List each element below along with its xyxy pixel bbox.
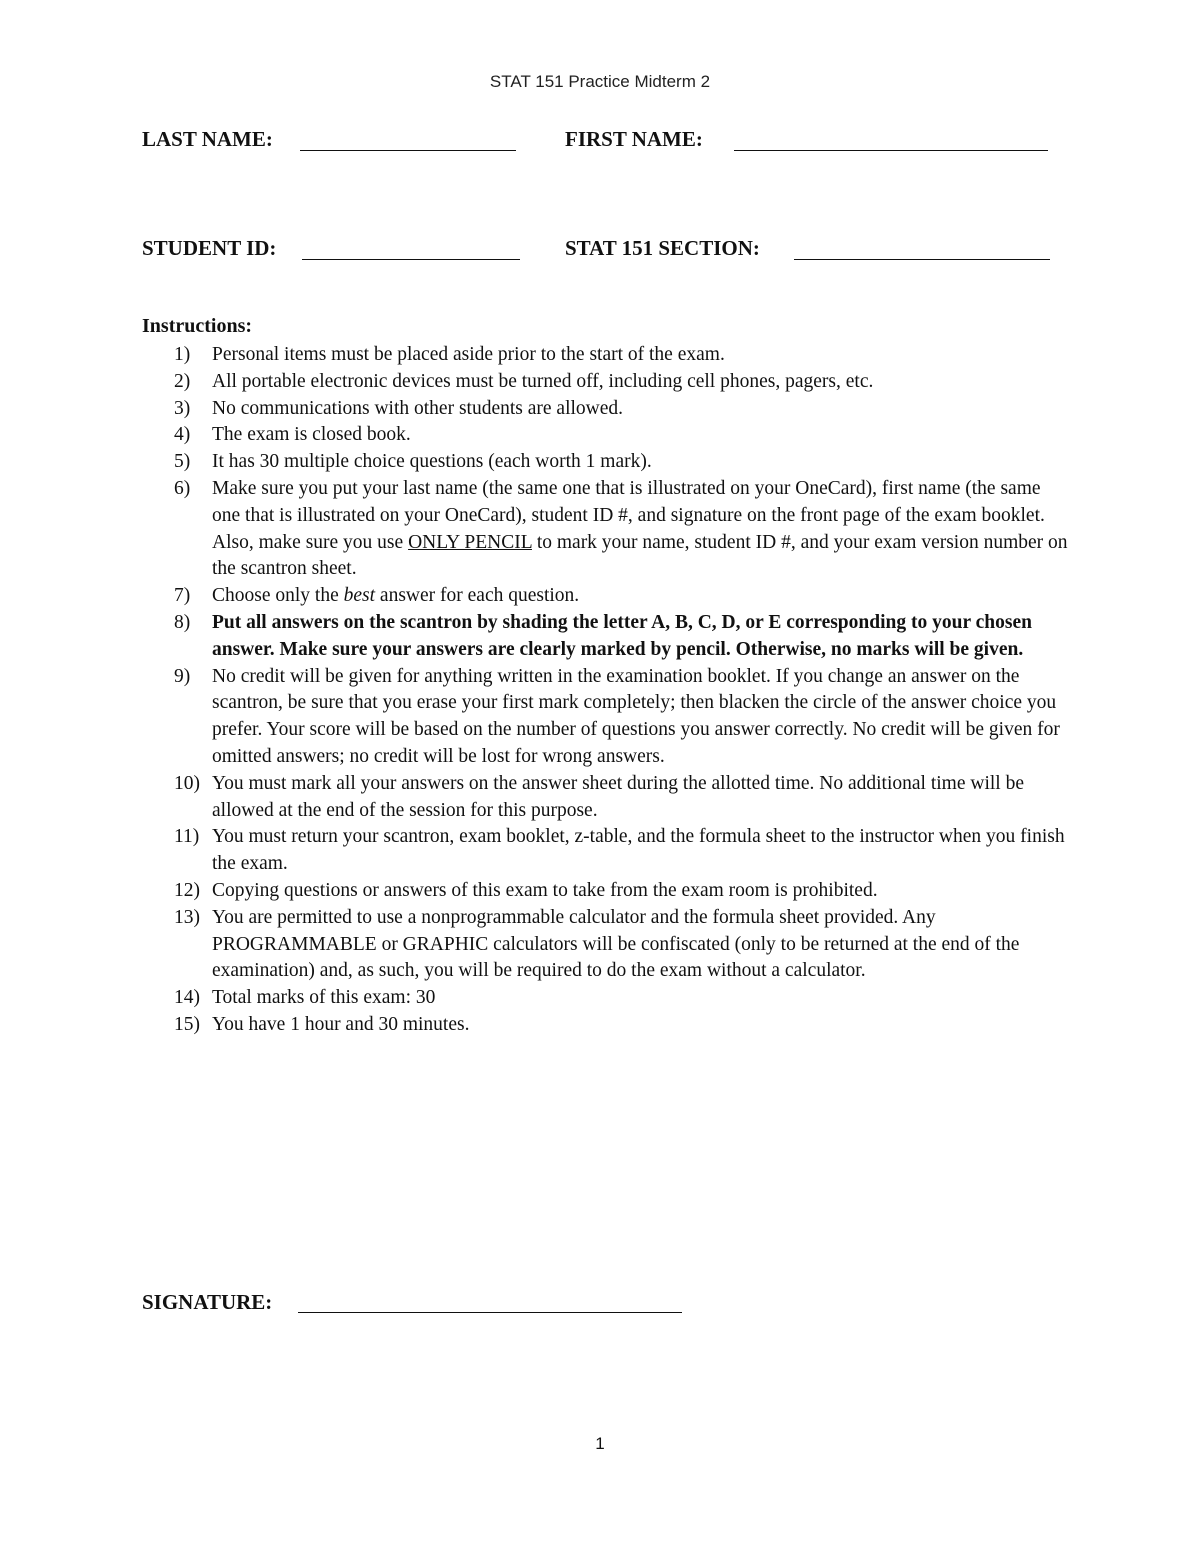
last-name-label: LAST NAME: — [142, 127, 273, 151]
item-number: 2) — [174, 370, 191, 392]
section-label: STAT 151 SECTION: — [565, 236, 760, 260]
item-text: to mark your name, student ID #, and your exam version number on the scantron sheet. — [212, 531, 1068, 580]
item-text: No credit will be given for anything written in the examination booklet. If you change an answer on the scantron, be sure that you erase your first mark completely; then blacken the circle of the answer choice you prefer. Your score will be based on the number of questions you answer correctly. No credit will be given for omitted answers; no credit will be lost for wrong answers. — [212, 665, 1060, 767]
signature-blank[interactable] — [298, 1312, 682, 1313]
instructions-list — [0, 342, 1200, 1039]
signature-label: SIGNATURE: — [142, 1290, 273, 1314]
item-number: 11) — [174, 826, 200, 848]
item-number: 14) — [174, 987, 200, 1009]
item-text: Make sure you put your last name (the same one that is illustrated on your OneCard), first name (the same one that is illustrated on your OneCard), student ID #, and signature on the front page of the exam booklet. Also, make sure you use — [212, 477, 1045, 553]
item-number: 10) — [174, 772, 200, 794]
list-item — [0, 878, 1072, 905]
list-item — [0, 905, 1072, 985]
item-text: You are permitted to use a nonprogrammable calculator and the formula sheet provided. Any PROGRAMMABLE or GRAPHIC calculators will be confiscated (only to be returned at the end of the examination) and, as such, you will be required to do the exam without a calculator. — [212, 906, 1020, 982]
list-item — [0, 449, 1072, 476]
student-id-label: STUDENT ID: — [142, 236, 277, 260]
list-item — [0, 1012, 1072, 1039]
page-header: STAT 151 Practice Midterm 2 — [489, 72, 711, 91]
item-text-bold: Put all answers on the scantron by shading the letter A, B, C, D, or E corresponding to your chosen answer. Make sure your answers are clearly marked by pencil. Otherwise, no marks will be given. — [212, 611, 1032, 660]
item-text-underlined: ONLY PENCIL — [408, 531, 532, 553]
list-item — [0, 583, 1072, 610]
item-text: Copying questions or answers of this exam to take from the exam room is prohibited. — [212, 879, 878, 901]
item-text: All portable electronic devices must be turned off, including cell phones, pagers, etc. — [212, 370, 874, 392]
item-number: 12) — [174, 879, 200, 901]
list-item — [0, 771, 1072, 825]
item-number: 6) — [174, 477, 191, 499]
page-number: 1 — [595, 1434, 605, 1453]
list-item — [0, 476, 1072, 583]
item-number: 15) — [174, 1013, 200, 1035]
first-name-label: FIRST NAME: — [565, 127, 703, 151]
item-number: 1) — [174, 344, 191, 365]
item-text: You have 1 hour and 30 minutes. — [212, 1013, 470, 1035]
item-text: answer for each question. — [375, 585, 580, 607]
item-text: You must return your scantron, exam booklet, z-table, and the formula sheet to the instructor when you finish the exam. — [212, 826, 1065, 875]
instructions-title: Instructions: — [142, 315, 253, 337]
item-text: You must mark all your answers on the answer sheet during the allotted time. No additional time will be allowed at the end of the session for this purpose. — [212, 772, 1024, 821]
item-number: 8) — [174, 611, 191, 633]
item-number: 3) — [174, 397, 191, 419]
item-text-italic: best — [343, 585, 376, 607]
item-number: 4) — [174, 424, 191, 446]
student-id-blank[interactable] — [302, 259, 520, 260]
item-number: 5) — [174, 451, 191, 473]
section-blank[interactable] — [794, 259, 1050, 260]
item-text: Total marks of this exam: 30 — [212, 987, 436, 1009]
list-item — [0, 610, 1072, 664]
list-item — [0, 985, 1072, 1012]
list-item — [0, 369, 1072, 396]
item-text: No communications with other students are allowed. — [212, 397, 624, 419]
item-text: Personal items must be placed aside prior to the start of the exam. — [212, 344, 725, 365]
item-number: 9) — [174, 665, 191, 687]
first-name-blank[interactable] — [734, 150, 1048, 151]
list-item — [0, 342, 1072, 369]
list-item — [0, 396, 1072, 423]
list-item — [0, 664, 1072, 771]
item-number: 7) — [174, 585, 191, 607]
item-text: It has 30 multiple choice questions (each worth 1 mark). — [212, 451, 652, 473]
last-name-blank[interactable] — [300, 150, 516, 151]
item-text: The exam is closed book. — [212, 424, 411, 446]
item-text: Choose only the — [212, 585, 344, 607]
list-item — [0, 824, 1072, 878]
list-item — [0, 422, 1072, 449]
item-number: 13) — [174, 906, 200, 928]
